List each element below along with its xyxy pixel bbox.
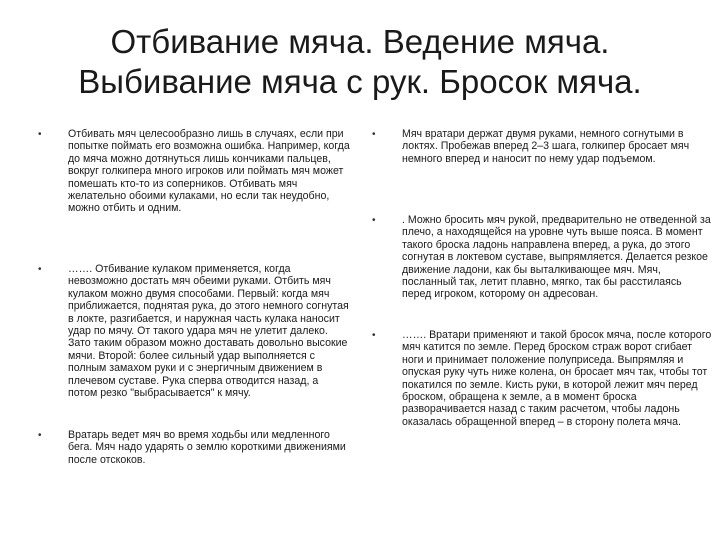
bullet-icon: • bbox=[372, 129, 376, 140]
slide-title-line-2: Выбивание мяча с рук. Бросок мяча. bbox=[78, 63, 642, 100]
list-item bbox=[38, 429, 350, 466]
list-item bbox=[372, 214, 712, 301]
paragraph-text: Отбивать мяч целесообразно лишь в случаях, если при попытке поймать его возможна ошибка. Например, когда до мяча можно дотянуться лишь кончиками пальцев, вокруг голкипера много игроков или поймать мяч может помешать кто-то из соперников. Отбивать мяч желательно обоими кулаками, но если так неудобно, можно отбить и одним. bbox=[68, 128, 350, 215]
list-item bbox=[372, 128, 712, 165]
list-item bbox=[372, 329, 712, 428]
paragraph-text: ……. Вратари применяют и такой бросок мяча, после которого мяч катится по земле. Перед броском страж ворот сгибает ноги и принимает положение полуприседа. Выпрямляя и опуская руку чуть ниже колена, он бросает мяч так, чтобы тот покатился по земле. Кисть руки, в которой лежит мяч перед броском, обращена к земле, а в момент броска разворачивается назад с таким расчетом, чтобы ладонь оказалась обращенной вперед – в сторону полета мяча. bbox=[402, 329, 712, 428]
paragraph-text: ……. Отбивание кулаком применяется, когда невозможно достать мяч обеими руками. Отбить мяч кулаком можно двумя способами. Первый: когда мяч приближается, поднятая рука, до этого немного согнутая в локте, разгибается, и наружная часть кулака наносит удар по мячу. От такого удара мяч не улетит далеко. Зато таким образом можно доставать довольно высокие мячи. Второй: более сильный удар выполняется с полным замахом руки и с энергичным движением в плечевом суставе. Рука сперва отводится назад, а потом резко "выбрасывается" к мячу. bbox=[68, 263, 349, 400]
slide-title-line-1: Отбивание мяча. Ведение мяча. bbox=[110, 23, 610, 60]
list-item bbox=[38, 263, 350, 399]
paragraph-text: . Можно бросить мяч рукой, предварительно не отведенной за плечо, а находящейся на уровне чуть выше пояса. В момент такого броска ладонь направлена вперед, а рука, до этого согнутая в локтевом суставе, выпрямляется. Делается резкое движение ладони, как бы выталкивающее мяч. Мяч, посланный так, летит плавно, мягко, так бы расстилаясь перед игроком, которому он адресован. bbox=[402, 214, 711, 301]
bullet-icon: • bbox=[38, 129, 42, 140]
list-item bbox=[38, 128, 350, 215]
bullet-icon: • bbox=[38, 264, 42, 275]
bullet-icon: • bbox=[38, 430, 42, 441]
paragraph-text: Вратарь ведет мяч во время ходьбы или медленного бега. Мяч надо ударять о землю короткими движениями после отскоков. bbox=[68, 429, 346, 466]
bullet-icon: • bbox=[372, 215, 376, 226]
bullet-icon: • bbox=[372, 330, 376, 341]
slide-title bbox=[20, 22, 700, 102]
paragraph-text: Мяч вратари держат двумя руками, немного согнутыми в локтях. Пробежав вперед 2–3 шага, голкипер бросает мяч немного вперед и наносит по нему удар подъемом. bbox=[402, 128, 690, 165]
